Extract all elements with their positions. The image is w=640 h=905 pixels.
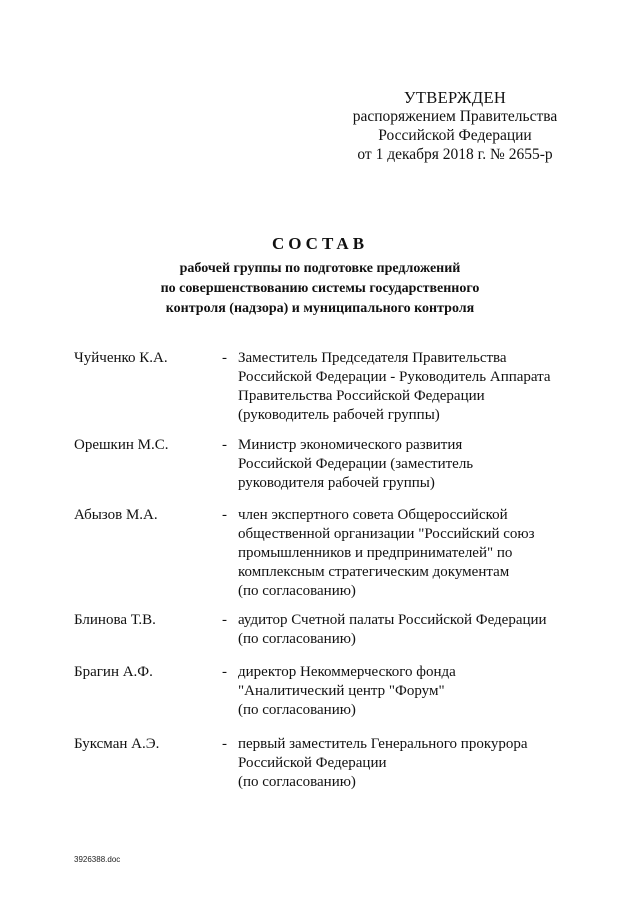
member-dash: - <box>222 437 227 453</box>
subtitle-line: по совершенствованию системы государственного <box>160 281 480 296</box>
file-reference: 3926388.doc <box>74 855 121 864</box>
member-role-line: общественной организации "Российский союз <box>238 526 535 542</box>
approval-block <box>345 88 565 164</box>
subtitle-line: рабочей группы по подготовке предложений <box>179 261 461 276</box>
member-role-line: руководителя рабочей группы) <box>238 475 435 491</box>
member-role-line: первый заместитель Генерального прокурора <box>238 736 528 752</box>
member-role-line: Министр экономического развития <box>238 437 463 453</box>
member-role-line: комплексным стратегическим документам <box>238 564 510 580</box>
member-dash: - <box>222 664 227 680</box>
subtitle-line: контроля (надзора) и муниципального контроля <box>165 301 475 316</box>
member-role-line: "Аналитический центр "Форум" <box>238 683 445 699</box>
member-role-line: Российской Федерации (заместитель <box>238 456 474 472</box>
member-role-line: Российской Федерации - Руководитель Аппарата <box>238 369 551 385</box>
member-role <box>238 735 578 792</box>
approval-line-1: распоряжением Правительства <box>352 108 558 125</box>
member-role-line: Правительства Российской Федерации <box>238 388 485 404</box>
member-name: Буксман А.Э. <box>74 736 160 752</box>
member-name: Брагин А.Ф. <box>74 664 153 680</box>
member-name: Чуйченко К.А. <box>74 350 168 366</box>
member-role <box>238 663 578 720</box>
member-dash: - <box>222 507 227 523</box>
member-role-line: (по согласованию) <box>238 774 356 790</box>
member-role-line: Российской Федерации <box>238 755 387 771</box>
approval-line-3: от 1 декабря 2018 г. № 2655-р <box>357 146 553 163</box>
member-role-line: член экспертного совета Общероссийской <box>238 507 508 523</box>
member-role <box>238 611 578 649</box>
member-role <box>238 436 578 493</box>
member-role <box>238 506 578 601</box>
member-dash: - <box>222 350 227 366</box>
member-role-line: (по согласованию) <box>238 583 356 599</box>
member-role-line: директор Некоммерческого фонда <box>238 664 456 680</box>
document-subtitle <box>0 259 640 319</box>
member-role-line: промышленников и предпринимателей" по <box>238 545 513 561</box>
member-dash: - <box>222 736 227 752</box>
member-name: Блинова Т.В. <box>74 612 156 628</box>
member-role-line: Заместитель Председателя Правительства <box>238 350 507 366</box>
member-role-line: (руководитель рабочей группы) <box>238 407 440 423</box>
document-title: СОСТАВ <box>271 234 369 253</box>
approval-title: УТВЕРЖДЕН <box>403 88 507 107</box>
approval-line-2: Российской Федерации <box>378 127 532 144</box>
member-role-line: (по согласованию) <box>238 631 356 647</box>
member-name: Абызов М.А. <box>74 507 158 523</box>
member-dash: - <box>222 612 227 628</box>
member-role-line: (по согласованию) <box>238 702 356 718</box>
member-name: Орешкин М.С. <box>74 437 169 453</box>
member-role <box>238 349 578 425</box>
member-role-line: аудитор Счетной палаты Российской Федерации <box>238 612 547 628</box>
